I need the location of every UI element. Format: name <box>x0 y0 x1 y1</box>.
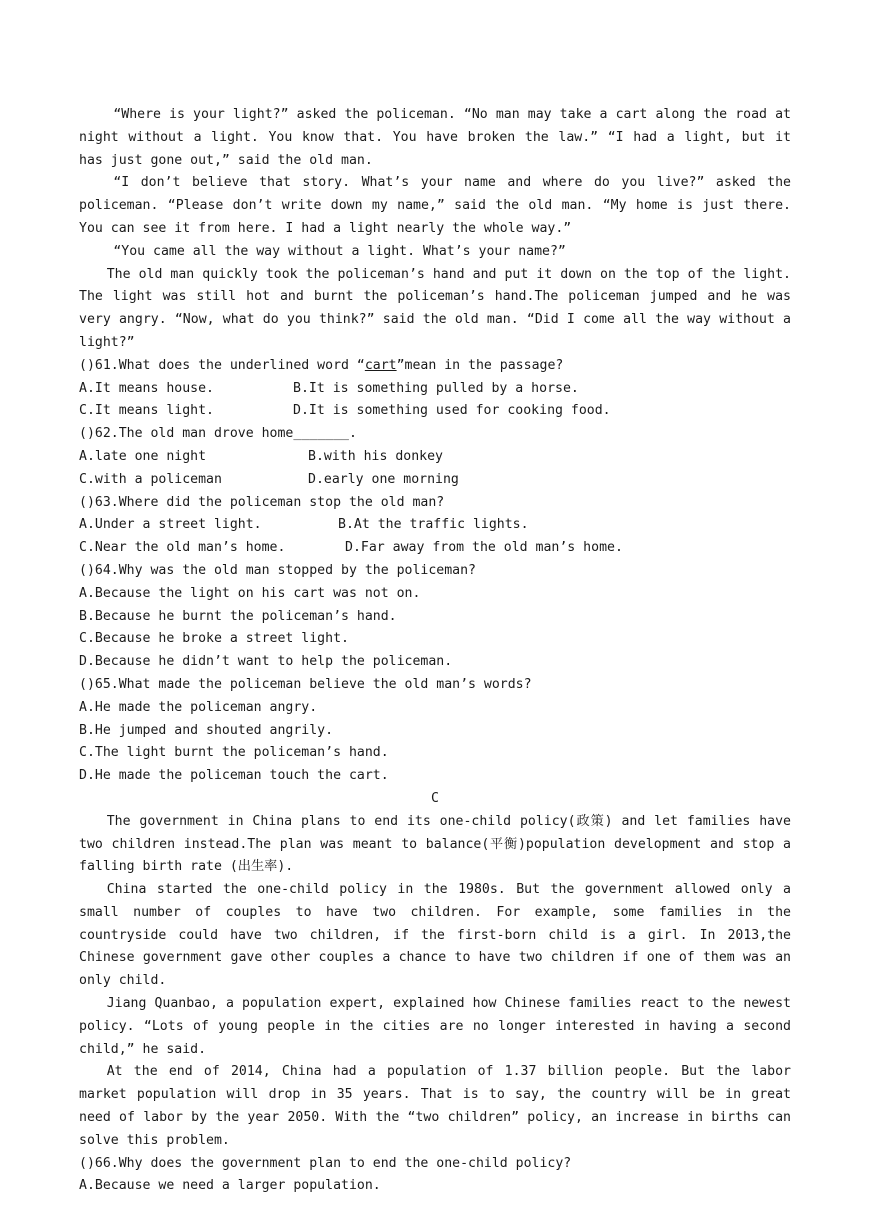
question-62-stem: ()62.The old man drove home_______. <box>79 426 357 442</box>
option-a: A.Because we need a larger population. <box>79 1178 381 1194</box>
option-b: B.At the traffic lights. <box>338 517 529 533</box>
question-63-options-row <box>79 514 791 537</box>
passage-paragraph: The old man quickly took the policeman’s hand and put it down on the top of the light. The light was still hot and burnt the policeman’s hand.The policeman jumped and he was very angry. “Now, what do you think?” said the old man. “Did I come all the way without a light?” <box>79 266 791 350</box>
question-65-stem: ()65.What made the policeman believe the old man’s words? <box>79 676 532 692</box>
question-61-options-row <box>79 400 791 423</box>
passage-paragraph: “Where is your light?” asked the policeman. “No man may take a cart along the road at night without a light. You know that. You have broken the law.” “I had a light, but it has just gone out,” said the old man. <box>79 107 791 168</box>
section-heading: C <box>431 790 439 806</box>
option-a: A.Under a street light. <box>79 517 262 533</box>
option-d: D.Because he didn’t want to help the policeman. <box>79 654 453 670</box>
passage-paragraph: “I don’t believe that story. What’s your name and where do you live?” asked the policeman. “Please don’t write down my name,” said the old man. “My home is just there. You can see it from here. I had a light nearly the whole way.” <box>79 175 791 236</box>
passage-paragraph: At the end of 2014, China had a population of 1.37 billion people. But the labor market population will drop in 35 years. That is to say, the country will be in great need of labor by the year 2050. With the “two children” policy, an increase in births can solve this problem. <box>79 1064 791 1148</box>
option-d: D.He made the policeman touch the cart. <box>79 768 389 784</box>
option-b: B.Because he burnt the policeman’s hand. <box>79 608 397 624</box>
passage-paragraph: China started the one-child policy in the 1980s. But the government allowed only a small number of couples to have two children. For example, some families in the countryside could have two children, if the first-born child is a girl. In 2013,the Chinese government gave other couples a chance to have two children if one of them was an only child. <box>79 882 791 989</box>
question-62-options-row <box>79 469 791 492</box>
answer-blank: _______ <box>293 426 349 442</box>
option-d: D.Far away from the old man’s home. <box>345 540 623 556</box>
option-a: A.He made the policeman angry. <box>79 699 318 715</box>
option-c: C.Near the old man’s home. <box>79 540 286 556</box>
exam-page <box>79 104 791 1198</box>
option-c: C.with a policeman <box>79 471 222 487</box>
question-66-stem: ()66.Why does the government plan to end the one-child policy? <box>79 1155 572 1171</box>
option-a: A.Because the light on his cart was not on. <box>79 585 421 601</box>
question-62-options-row <box>79 446 791 469</box>
option-d: D.early one morning <box>308 471 459 487</box>
passage-paragraph: Jiang Quanbao, a population expert, explained how Chinese families react to the newest policy. “Lots of young people in the cities are no longer interested in having a second child,” he said. <box>79 996 791 1057</box>
option-b: B.It is something pulled by a horse. <box>293 380 579 396</box>
option-d: D.It is something used for cooking food. <box>293 403 611 419</box>
option-a: A.It means house. <box>79 380 214 396</box>
question-63-options-row <box>79 537 791 560</box>
option-c: C.It means light. <box>79 403 214 419</box>
question-63-stem: ()63.Where did the policeman stop the old man? <box>79 494 445 510</box>
option-c: C.The light burnt the policeman’s hand. <box>79 745 389 761</box>
passage-paragraph: The government in China plans to end its one-child policy(政策) and let families have two children instead.The plan was meant to balance(平衡)population development and stop a falling birth rate (出生率). <box>79 813 791 875</box>
passage-paragraph: “You came all the way without a light. What’s your name?” <box>113 243 566 259</box>
option-b: B.with his donkey <box>308 448 443 464</box>
question-64-stem: ()64.Why was the old man stopped by the policeman? <box>79 562 476 578</box>
question-61-stem: ()61.What does the underlined word “cart”mean in the passage? <box>79 357 564 373</box>
underlined-word: cart <box>364 357 397 373</box>
option-c: C.Because he broke a street light. <box>79 631 349 647</box>
option-a: A.late one night <box>79 448 207 464</box>
option-b: B.He jumped and shouted angrily. <box>79 722 334 738</box>
question-61-options-row <box>79 378 791 401</box>
